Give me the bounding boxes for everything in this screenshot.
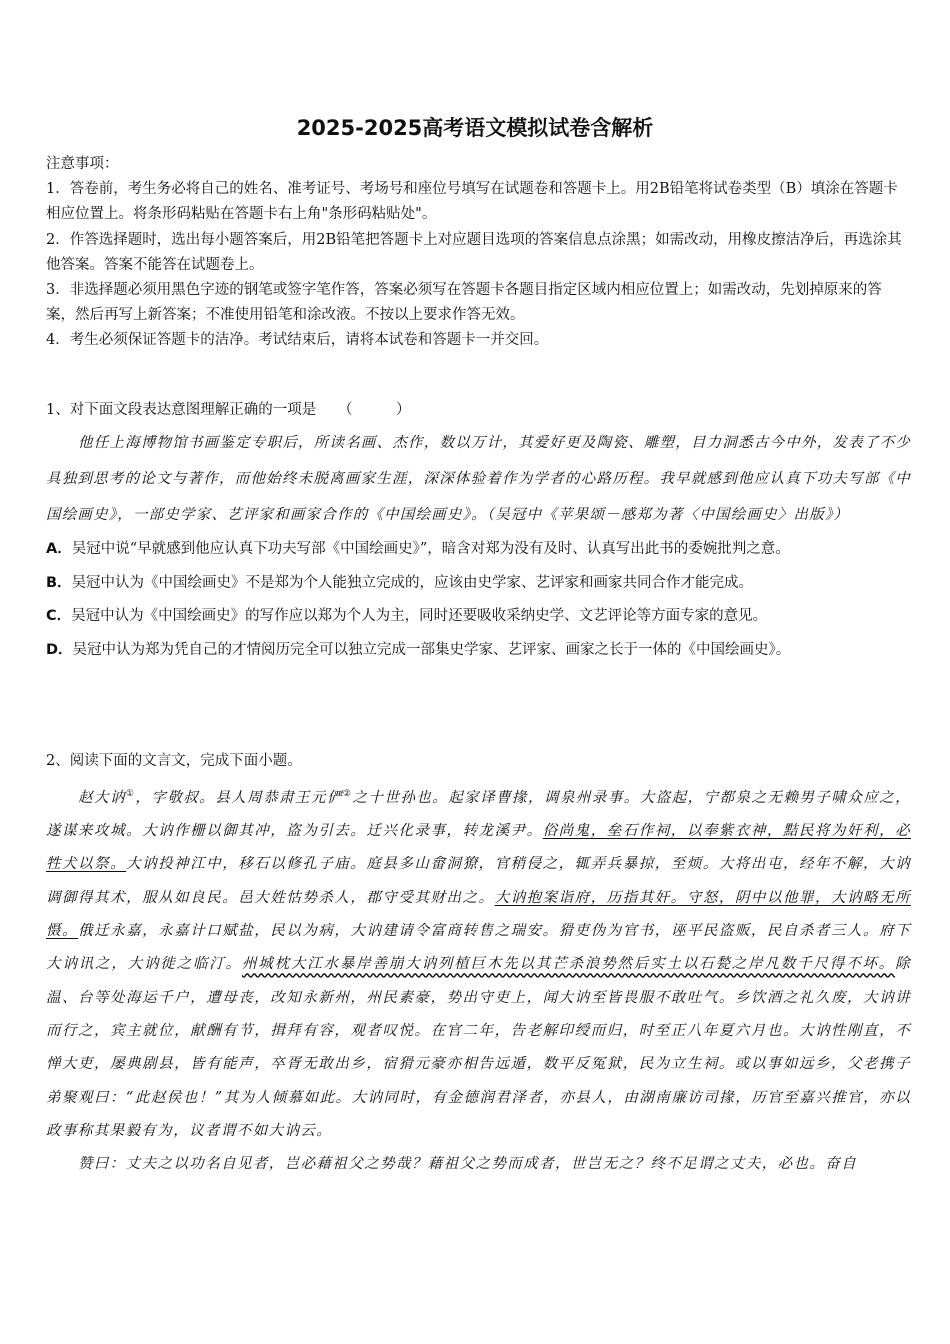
question-1-stem: 1、对下面文段表达意图理解正确的一项是 （ ）	[46, 402, 411, 418]
option-b-text: 吴冠中认为《中国绘画史》不是郑为个人能独立完成的，应该由史学家、艺评家和画家共同合作才能完成。	[71, 574, 754, 591]
footnote-marker: ②	[342, 789, 353, 799]
option-a-text: 吴冠中说“早就感到他应认真下功夫写部《中国绘画史》”，暗含对郑为没有及时、认真写出此书的委婉批判之意。	[71, 541, 790, 558]
option-a	[46, 533, 911, 567]
notice-heading: 注意事项：	[46, 156, 119, 172]
underlined-sentence-1: 俗尚鬼，垒石作祠，以奉紫衣神，黠民将为奸利，必牲犬以祭。	[46, 823, 911, 873]
question-1-passage: 他任上海博物馆书画鉴定专职后，所读名画、杰作，数以万计，其爱好更及陶瓷、雕塑，目力洞悉古今中外，发表了不少具独到思考的论文与著作，而他始终未脱离画家生涯，深深体验着作为学者的心路历程。我早就感到他应认真下功夫写部《中国绘画史》，一部史学家、艺评家和画家合作的《中国绘画史》。（吴冠中《苹果颂－感郑为著〈中国绘画史〉出版》）	[46, 435, 911, 523]
option-b	[46, 567, 911, 601]
passage-text: 俄迁永嘉，永嘉计口赋盐，民以为病，大讷建请令富商转售之瑞安。猾吏伪为官书，诬平民盗贩，民自杀者三人。府下大讷讯之，大讷徙之临汀。	[46, 923, 911, 973]
question-1	[46, 394, 911, 667]
option-c-text: 吴冠中认为《中国绘画史》的写作应以郑为个人为主，同时还要吸收采纳史学、文艺评论等方面专家的意见。	[71, 608, 768, 625]
footnote-marker: ①	[125, 789, 136, 799]
option-b-letter: B．	[46, 574, 72, 591]
praise-paragraph: 赞曰：丈夫之以功名自见者，岂必藉祖父之势哉？藉祖父之势而成者，世岂无之？终不足谓之丈夫，必也。奋自	[78, 1156, 858, 1173]
option-d	[46, 634, 911, 668]
underlined-sentence-2: 大讷抱案诣府，历指其奸。守怒，阴中以他罪，大讷略无所慑。	[46, 889, 911, 940]
option-a-letter: A．	[46, 541, 72, 558]
option-c	[46, 600, 911, 634]
notice-item-3: 3．非选择题必须用黑色字迹的钢笔或签字笔作答，答案必须写在答题卡各题目指定区域内相应位置上；如需改动，先划掉原来的答案，然后再写上新答案；不准使用铅笔和涂改液。不按以上要求作答无效。	[46, 282, 882, 324]
passage-text: 之十世孙也。起家译曹掾，调泉州录事。大盗起，宁都泉之无赖男子啸众应之，遂谋来攻城。大讷作栅以御其冲，盗为引去。迁兴化录事，转龙溪尹。	[46, 789, 912, 840]
passage-text: 除温、台等处海运千户，遭母丧，改知永新州，州民素豪，势出守吏上，闻大讷至皆畏服不敢吐气。乡饮酒之礼久废，大讷讲而行之，宾主就位，献酬有节，揖拜有容，观者叹悦。在官二年，告老解印绶而归，时至正八年夏六月也。大讷性刚直，不惮大吏，屡典剧县，皆有能声，卒胥无敢出乡，宿猾元豪亦相告远遁，数平反冤狱，民为立生祠。或以事如远乡，父老携子弟聚观曰：“此赵侯也！”其为人倾慕如此。大讷同时，有金德润君泽者，亦县人，由湖南廉访司掾，历官至嘉兴推官，亦以政事称其果毅有为，议者谓不如大讷云。	[46, 956, 911, 1139]
notice-item-1: 1．答卷前，考生务必将自己的姓名、准考证号、考场号和座位号填写在试题卷和答题卡上。用2B铅笔将试卷类型（B）填涂在答题卡相应位置上。将条形码粘贴在答题卡右上角"条形码粘贴处"。	[46, 181, 898, 223]
notice-item-4: 4．考生必须保证答题卡的洁净。考试结束后，请将本试卷和答题卡一并交回。	[46, 332, 549, 349]
option-d-letter: D．	[46, 641, 73, 658]
question-2	[46, 744, 911, 1181]
notice-section	[46, 152, 906, 354]
question-2-stem: 2、阅读下面的文言文，完成下面小题。	[46, 753, 302, 769]
option-c-letter: C．	[46, 608, 72, 625]
page-title: 2025-2025高考语文模拟试卷含解析	[296, 116, 654, 140]
notice-item-2: 2．作答选择题时，选出每小题答案后，用2B铅笔把答题卡上对应题目选项的答案信息点涂黑；如需改动，用橡皮擦洁净后，再选涂其他答案。答案不能答在试题卷上。	[46, 231, 902, 273]
option-d-text: 吴冠中认为郑为凭自己的才情阅历完全可以独立完成一部集史学家、艺评家、画家之长于一体的《中国绘画史》。	[72, 641, 791, 658]
wavy-underlined-sentence: 州城枕大江水暴岸善崩大讷列植巨木先以其芒杀浪势然后实土以石甃之岸凡数千尺得不坏。	[241, 956, 896, 973]
passage-text: 赵大讷	[78, 789, 126, 806]
passage-text: ，字敬叔。县人周恭肃王元俨	[135, 789, 343, 806]
passage-text: 大讷投神江中，移石以修孔子庙。庭县多山畲洞獠，官稍侵之，辄弄兵暴掠，至烦。大将出屯，经年不解，大讷调御得其术，服从如良民。邑大姓怙势杀人，郡守受其财出之。	[46, 856, 911, 906]
question-2-passage	[46, 778, 911, 1148]
